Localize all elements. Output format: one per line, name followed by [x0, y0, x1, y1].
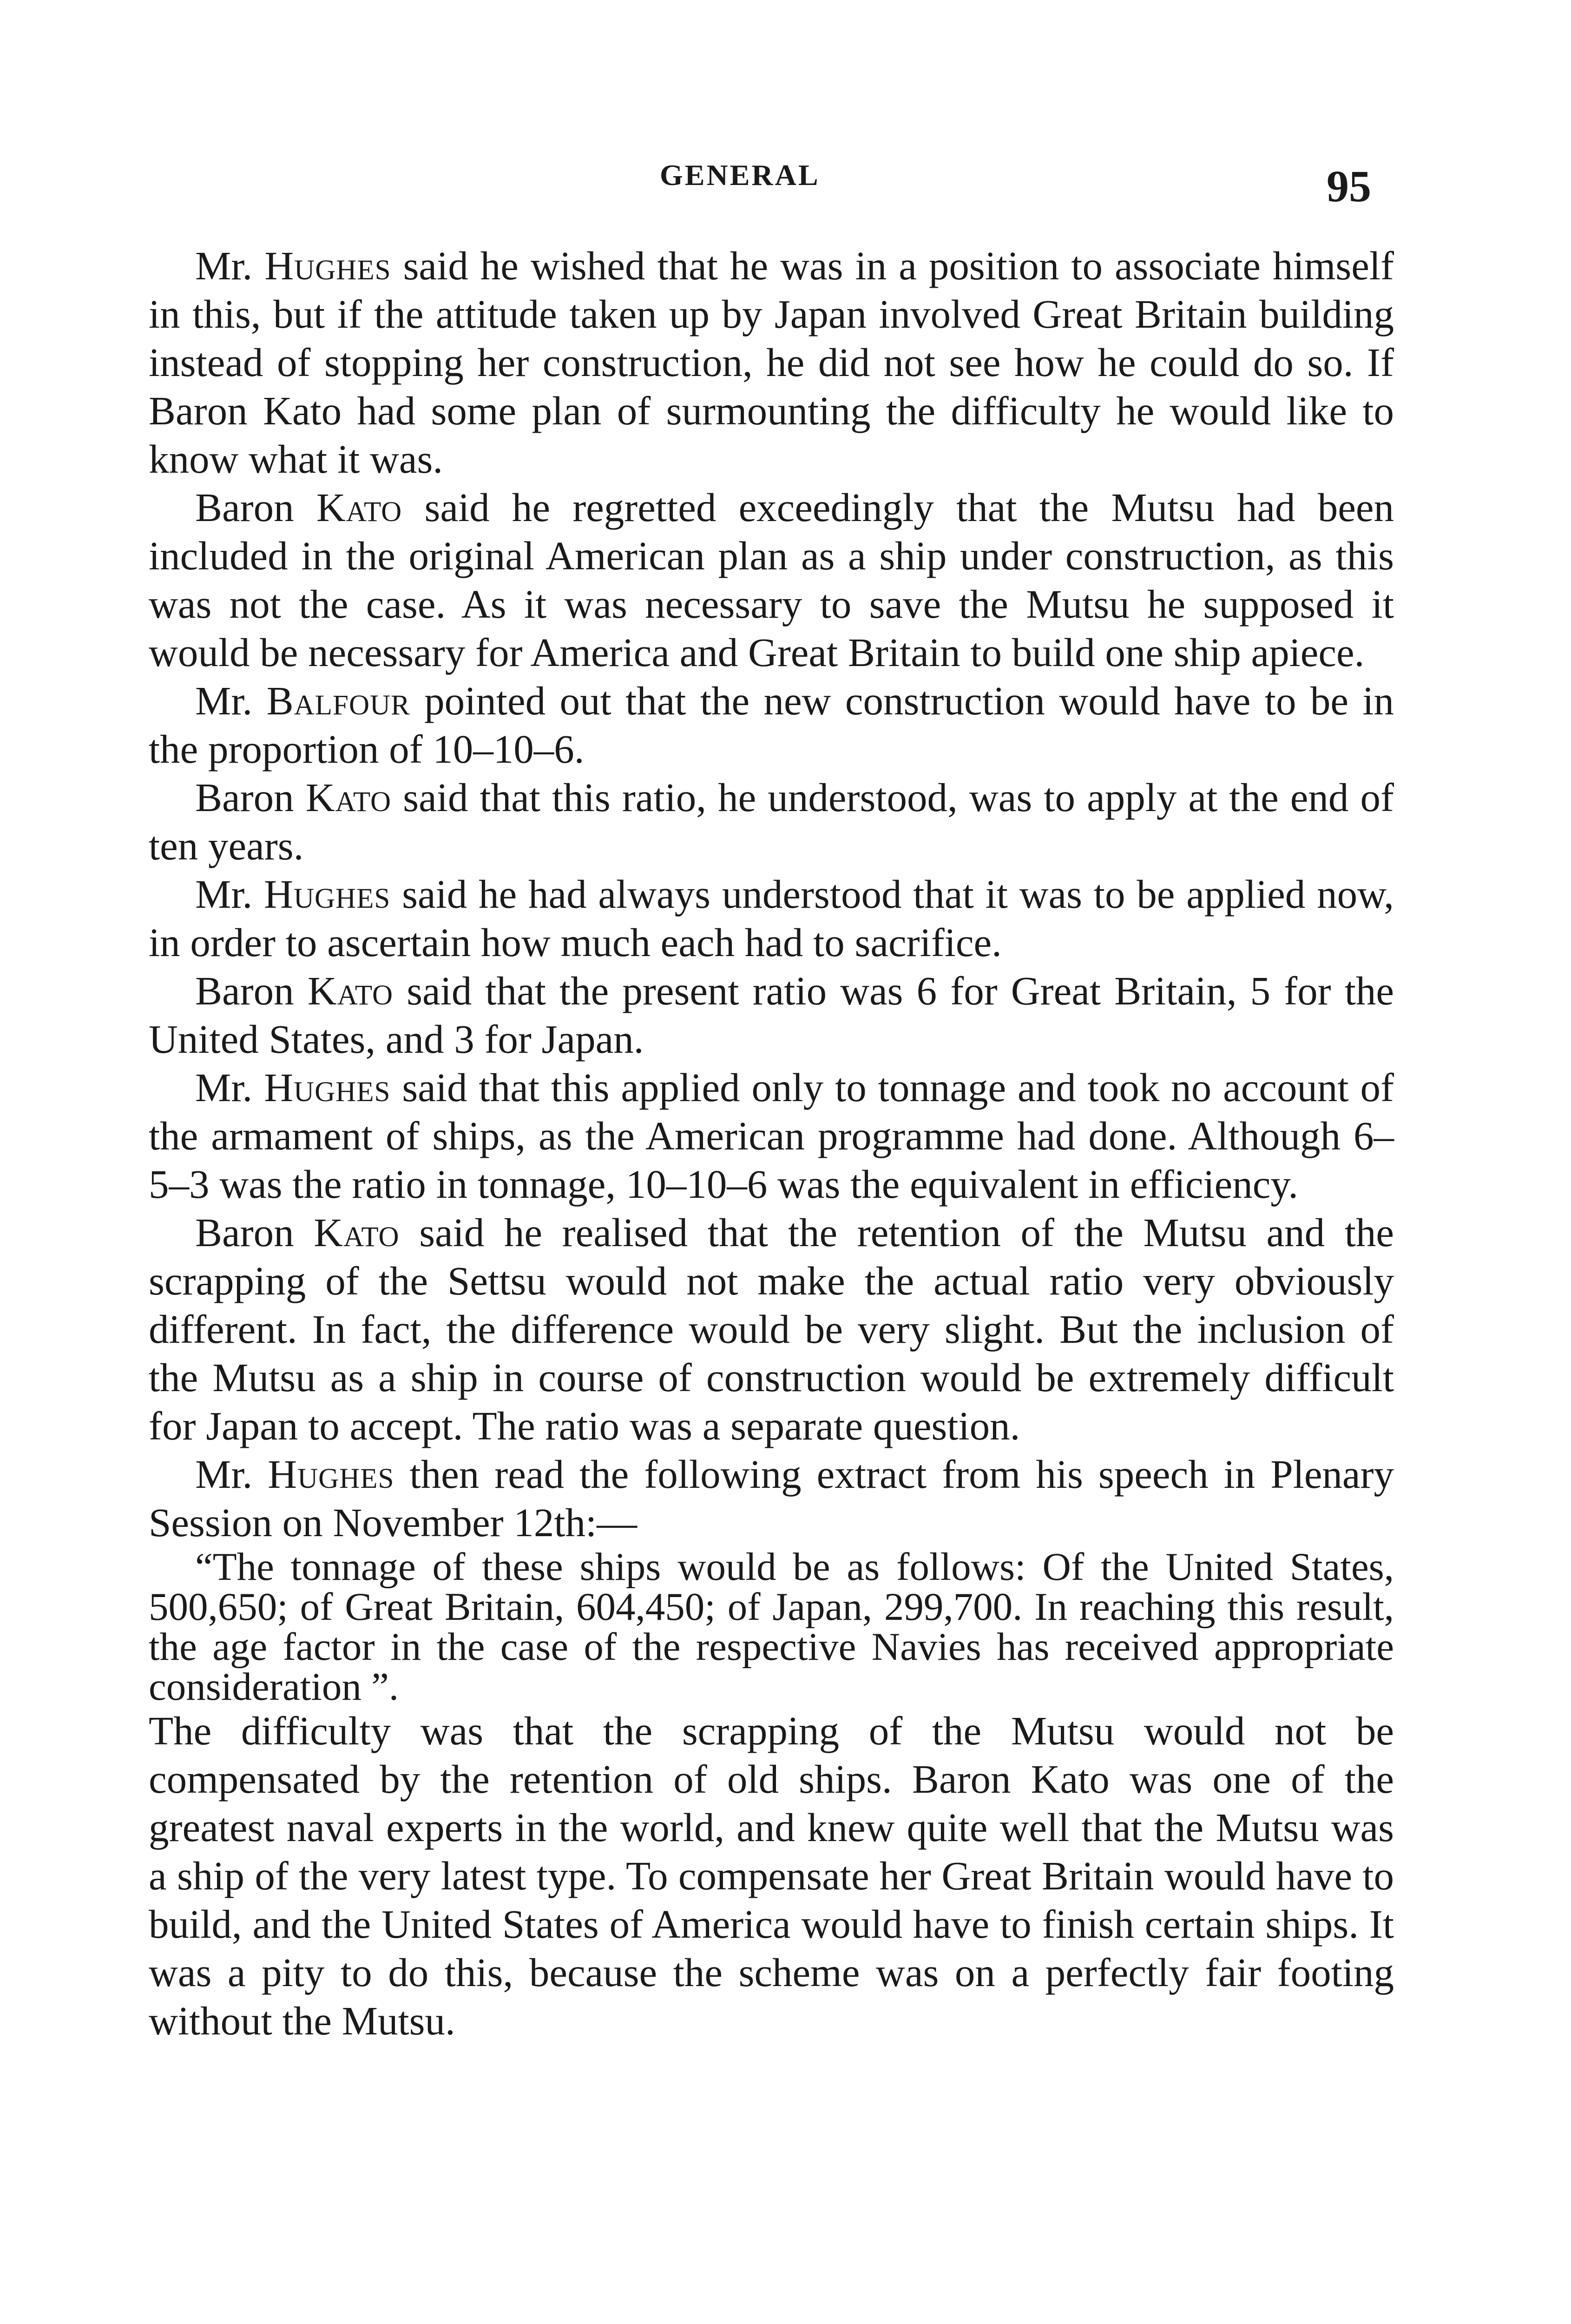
- paragraph: Baron Kato said that the present ratio was 6 for Great Britain, 5 for the United States, and 3 for Japan.: [149, 968, 1394, 1062]
- speaker-name: Hughes: [264, 872, 391, 917]
- paragraph: Mr. Balfour pointed out that the new construction would have to be in the proportion of 10–10–6.: [149, 678, 1394, 772]
- paragraph: Baron Kato said that this ratio, he understood, was to apply at the end of ten years.: [149, 775, 1394, 868]
- paragraph: Mr. Hughes said he wished that he was in a position to associate himself in this, but if the attitude taken up by Japan involved Great Britain building instead of stopping her construction, he did not see how he could do so. If Baron Kato had some plan of surmounting the difficulty he would like to know what it was.: [149, 243, 1394, 482]
- paragraph: Baron Kato said he realised that the retention of the Mutsu and the scrapping of the Settsu would not make the actual ratio very obviously different. In fact, the difference would be very slight. But the inclusion of the Mutsu as a ship in course of construction would be extremely difficult for Japan to accept. The ratio was a separate question.: [149, 1210, 1394, 1448]
- speaker-name: Kato: [314, 1210, 400, 1255]
- page-number: 95: [1327, 161, 1371, 211]
- running-head: GENERAL: [660, 158, 820, 191]
- speaker-name: Kato: [307, 968, 394, 1013]
- block-quote: “The tonnage of these ships would be as follows: Of the United States, 500,650; of Great Britain, 604,450; of Japan, 299,700. In reaching this result, the age factor in the case of the respective Navies has received appropriate consideration ”.: [149, 1545, 1394, 1709]
- speaker-name: Balfour: [266, 678, 410, 723]
- speaker-name: Kato: [305, 775, 392, 820]
- paragraph: Mr. Hughes then read the following extract from his speech in Plenary Session on November 12th:—: [149, 1452, 1394, 1545]
- speaker-name: Hughes: [268, 1452, 394, 1497]
- paragraph: Baron Kato said he regretted exceedingly that the Mutsu had been included in the original American plan as a ship under construction, as this was not the case. As it was necessary to save the Mutsu he supposed it would be necessary for America and Great Britain to build one ship apiece.: [149, 485, 1394, 675]
- closing-paragraph: The difficulty was that the scrapping of the Mutsu would not be compensated by the retention of old ships. Baron Kato was one of the greatest naval experts in the world, and knew quite well that the Mutsu was a ship of the very latest type. To compensate her Great Britain would have to build, and the United States of America would have to finish certain ships. It was a pity to do this, because the scheme was on a perfectly fair footing without the Mutsu.: [149, 1708, 1394, 2043]
- paragraph: Mr. Hughes said he had always understood that it was to be applied now, in order to ascertain how much each had to sacrifice.: [149, 872, 1394, 965]
- body-text: [149, 242, 1394, 2045]
- speaker-name: Kato: [316, 485, 402, 530]
- paragraph: Mr. Hughes said that this applied only to tonnage and took no account of the armament of ships, as the American programme had done. Although 6–5–3 was the ratio in tonnage, 10–10–6 was the equivalent in efficiency.: [149, 1065, 1394, 1207]
- speaker-name: Hughes: [264, 243, 391, 288]
- speaker-name: Hughes: [264, 1065, 391, 1110]
